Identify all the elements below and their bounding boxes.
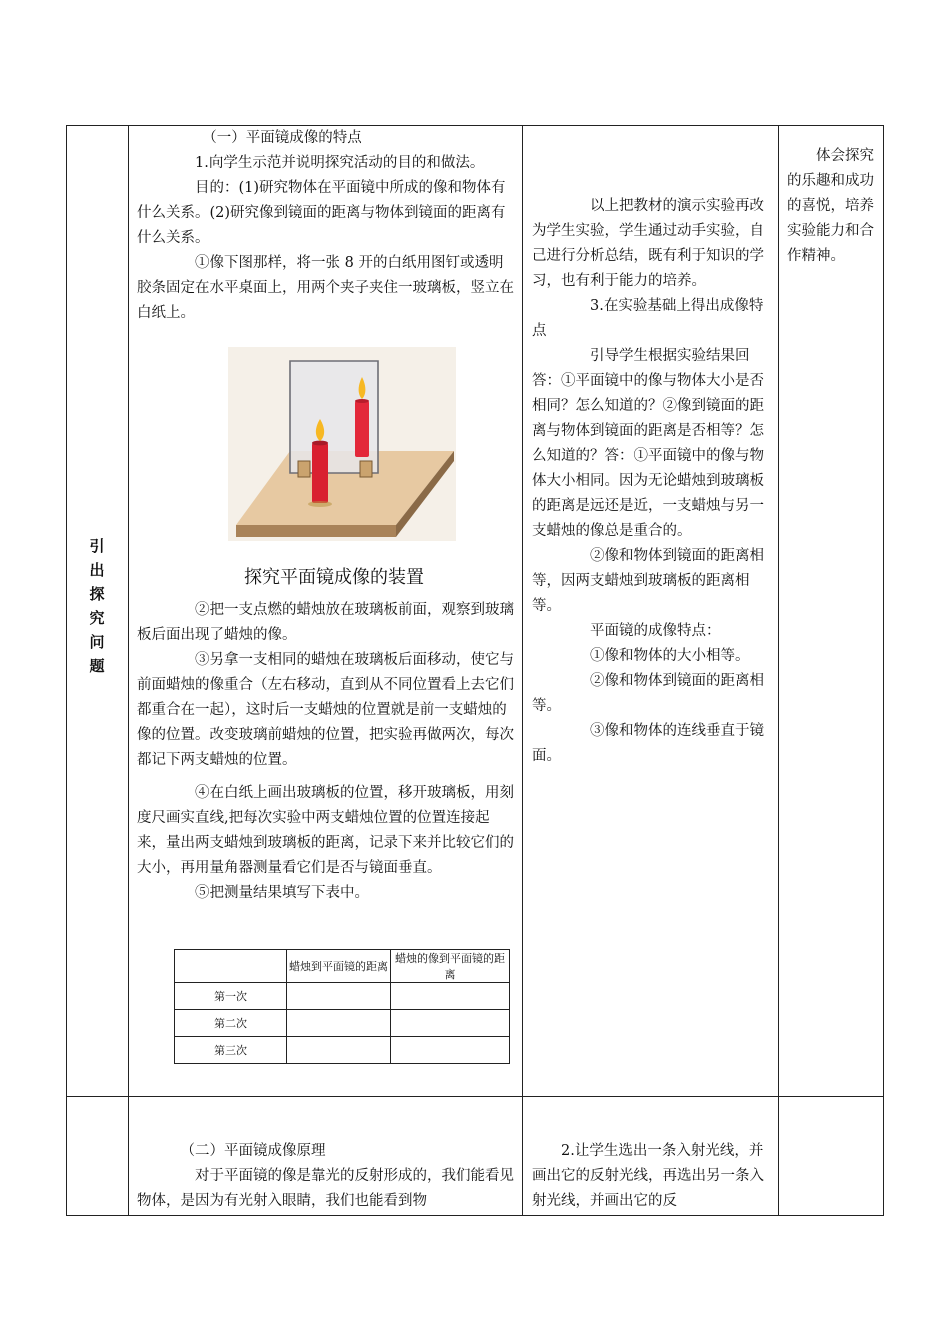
paragraph: ③另拿一支相同的蜡烛在玻璃板后面移动，使它与前面蜡烛的像重合（左右移动，直到从不同位置看上去它们都重合在一起），这时后一支蜡烛的位置就是前一支蜡烛的像的位置。改变玻璃前蜡烛的位置，把实验再做两次，每次都记下两支蜡烛的位置。 bbox=[137, 652, 514, 768]
stage-char: 题 bbox=[89, 657, 105, 675]
paragraph: 体会探究的乐趣和成功的喜悦，培养实验能力和合作精神。 bbox=[787, 148, 874, 264]
candle-image bbox=[355, 401, 369, 457]
table-bottom-border bbox=[66, 1215, 884, 1216]
stage-char: 探 bbox=[89, 585, 105, 603]
table-cell bbox=[391, 983, 510, 1010]
stage-char: 问 bbox=[89, 633, 105, 651]
paragraph: 3.在实验基础上得出成像特点 bbox=[532, 298, 764, 339]
paragraph: 引导学生根据实验结果回答：①平面镜中的像与物体大小是否相同？怎么知道的？②像到镜面的距离与物体到镜面的距离是否相等？怎么知道的？答：①平面镜中的像与物体大小相同。因为无论蜡烛到玻璃板的距离是远还是近，一支蜡烛与另一支蜡烛的像总是重合的。 bbox=[532, 348, 764, 539]
paragraph: ①像下图那样，将一张 8 开的白纸用图钉或透明胶条固定在水平桌面上，用两个夹子夹住一玻璃板，竖立在白纸上。 bbox=[137, 255, 514, 321]
paragraph: ②像和物体到镜面的距离相等。 bbox=[532, 673, 764, 714]
stage-char: 出 bbox=[89, 561, 105, 579]
row2-col2-text bbox=[137, 1139, 515, 1214]
table-row-label: 第二次 bbox=[175, 1010, 287, 1037]
clip-left bbox=[298, 461, 310, 477]
table-row bbox=[175, 1010, 510, 1037]
col2-top-text bbox=[137, 126, 515, 326]
paragraph: ②把一支点燃的蜡烛放在玻璃板前面，观察到玻璃板后面出现了蜡烛的像。 bbox=[137, 602, 514, 643]
candle-front-top bbox=[312, 441, 328, 446]
col-border-3 bbox=[522, 125, 523, 1216]
row-divider bbox=[66, 1096, 884, 1097]
section-heading: （一）平面镜成像的特点 bbox=[202, 130, 362, 146]
table-row bbox=[175, 1037, 510, 1064]
paragraph: ②像和物体到镜面的距离相等，因两支蜡烛到玻璃板的距离相等。 bbox=[532, 548, 764, 614]
col-border-5 bbox=[883, 125, 884, 1216]
paragraph: 2.让学生选出一条入射光线，并画出它的反射光线，再选出另一条入射光线，并画出它的反 bbox=[532, 1143, 764, 1209]
table-header-cell: 蜡烛到平面镜的距离 bbox=[287, 950, 391, 983]
table-row-label: 第三次 bbox=[175, 1037, 287, 1064]
clip-right bbox=[360, 461, 372, 477]
table-header-cell: 蜡烛的像到平面镜的距离 bbox=[391, 950, 510, 983]
candle-front bbox=[312, 443, 328, 503]
paragraph: ①像和物体的大小相等。 bbox=[590, 648, 750, 664]
table-cell bbox=[391, 1010, 510, 1037]
table-cell bbox=[287, 1037, 391, 1064]
figure-caption: 探究平面镜成像的装置 bbox=[244, 567, 424, 588]
col-border-2 bbox=[128, 125, 129, 1216]
col3-text bbox=[532, 194, 772, 769]
row2-col3-text bbox=[532, 1139, 772, 1214]
measurement-table bbox=[174, 949, 510, 1064]
table-header-row bbox=[175, 950, 510, 983]
table-row-label: 第一次 bbox=[175, 983, 287, 1010]
paragraph: 对于平面镜的像是靠光的反射形成的，我们能看见物体，是因为有光射入眼睛，我们也能看到物 bbox=[137, 1168, 514, 1209]
paragraph: 以上把教材的演示实验再改为学生实验，学生通过动手实验，自己进行分析总结，既有利于知识的学习，也有利于能力的培养。 bbox=[532, 198, 764, 289]
candle-image-top bbox=[355, 399, 369, 403]
paragraph: ③像和物体的连线垂直于镜面。 bbox=[532, 723, 764, 764]
section-heading: （二）平面镜成像原理 bbox=[180, 1143, 326, 1159]
stage-char: 究 bbox=[89, 609, 105, 627]
col-border-1 bbox=[66, 125, 67, 1216]
table-cell bbox=[391, 1037, 510, 1064]
paragraph: 平面镜的成像特点： bbox=[590, 623, 721, 639]
paragraph: ④在白纸上画出玻璃板的位置，移开玻璃板，用刻度尺画实直线,把每次实验中两支蜡烛位置的位置连接起来，量出两支蜡烛到玻璃板的距离，记录下来并比较它们的大小，再用量角器测量看它们是否与镜面垂直。 bbox=[137, 785, 514, 876]
paragraph: ⑤把测量结果填写下表中。 bbox=[195, 885, 369, 901]
paragraph: 1.向学生示范并说明探究活动的目的和做法。 bbox=[195, 155, 485, 171]
table-cell bbox=[287, 983, 391, 1010]
apparatus-figure bbox=[228, 347, 456, 541]
table-row bbox=[175, 983, 510, 1010]
col4-text bbox=[787, 144, 877, 269]
stage-label bbox=[87, 534, 107, 678]
paragraph: 目的：(1)研究物体在平面镜中所成的像和物体有什么关系。(2)研究像到镜面的距离与物体到镜面的距离有什么关系。 bbox=[137, 180, 506, 246]
stage-char: 引 bbox=[89, 537, 105, 555]
col2-steps-text bbox=[137, 598, 515, 906]
board-front-edge bbox=[236, 525, 396, 537]
col-border-4 bbox=[778, 125, 779, 1216]
table-cell bbox=[287, 1010, 391, 1037]
table-header-cell bbox=[175, 950, 287, 983]
candle-front-shadow bbox=[308, 501, 332, 507]
